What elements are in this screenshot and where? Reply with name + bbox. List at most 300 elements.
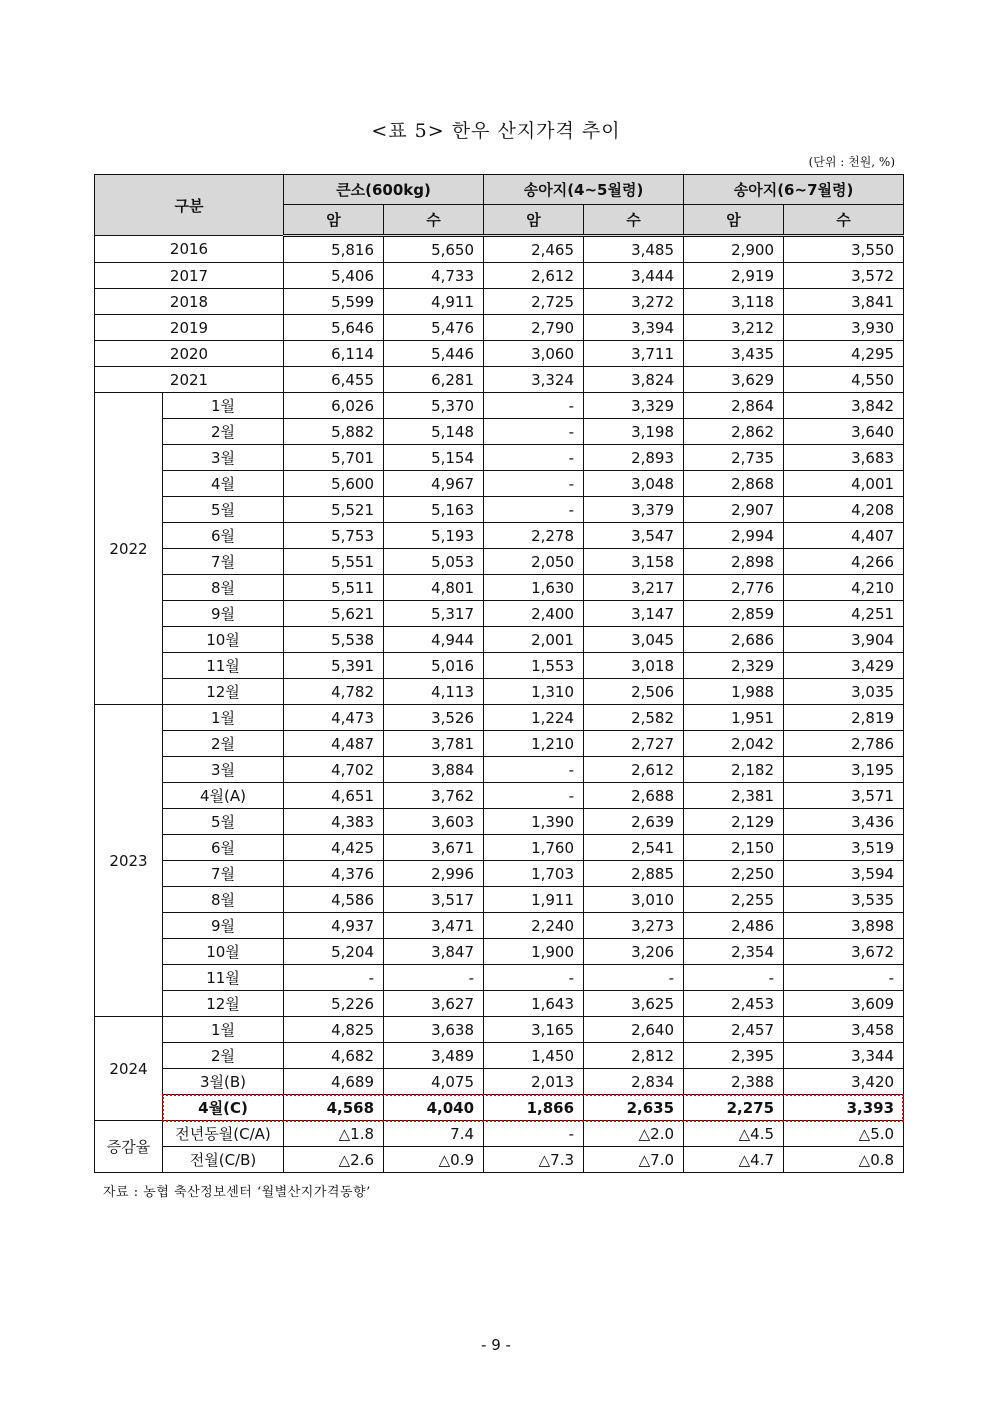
- table-row: [95, 861, 904, 887]
- cell-value: 2,275: [684, 1095, 784, 1121]
- table-row: [95, 913, 904, 939]
- cell-value: 3,519: [784, 835, 904, 861]
- cell-value: 3,841: [784, 289, 904, 315]
- cell-value: 3,609: [784, 991, 904, 1017]
- cell-value: 2,812: [584, 1043, 684, 1069]
- cell-value: 3,526: [384, 705, 484, 731]
- row-label: 2021: [95, 367, 284, 393]
- row-label: 2017: [95, 263, 284, 289]
- month-label: 11월: [163, 653, 284, 679]
- cell-value: 3,217: [584, 575, 684, 601]
- cell-value: 4,689: [284, 1069, 384, 1095]
- source-note: 자료 : 농협 축산정보센터 ‘월별산지가격동향’: [103, 1185, 371, 1200]
- row-label: 2016: [95, 236, 284, 263]
- cell-value: 3,638: [384, 1017, 484, 1043]
- month-label: 7월: [163, 861, 284, 887]
- cell-value: 1,760: [484, 835, 584, 861]
- cell-value: 4,295: [784, 341, 904, 367]
- cell-value: 4,825: [284, 1017, 384, 1043]
- cell-value: △4.7: [684, 1147, 784, 1173]
- cell-value: 6,114: [284, 341, 384, 367]
- cell-value: 3,206: [584, 939, 684, 965]
- cell-value: 3,683: [784, 445, 904, 471]
- month-label: 6월: [163, 523, 284, 549]
- month-label: 4월(C): [163, 1095, 284, 1121]
- cell-value: 5,511: [284, 575, 384, 601]
- cell-value: 7.4: [384, 1121, 484, 1147]
- cell-value: 3,824: [584, 367, 684, 393]
- cell-value: 3,435: [684, 341, 784, 367]
- table-row: [95, 419, 904, 445]
- page-number: - 9 -: [481, 1336, 511, 1354]
- cell-value: 5,882: [284, 419, 384, 445]
- table-row: [95, 289, 904, 315]
- cell-value: △5.0: [784, 1121, 904, 1147]
- cell-value: 2,900: [684, 236, 784, 263]
- cell-value: 3,165: [484, 1017, 584, 1043]
- cell-value: 2,893: [584, 445, 684, 471]
- row-label: 2019: [95, 315, 284, 341]
- cell-value: 3,489: [384, 1043, 484, 1069]
- cell-value: 3,471: [384, 913, 484, 939]
- cell-value: 2,919: [684, 263, 784, 289]
- cell-value: 4,407: [784, 523, 904, 549]
- cell-value: 3,884: [384, 757, 484, 783]
- cell-value: 3,930: [784, 315, 904, 341]
- cell-value: △1.8: [284, 1121, 384, 1147]
- cell-value: 2,635: [584, 1095, 684, 1121]
- header-sub-male: 수: [784, 205, 904, 236]
- cell-value: 4,967: [384, 471, 484, 497]
- table-row: [95, 315, 904, 341]
- cell-value: 5,204: [284, 939, 384, 965]
- cell-value: -: [484, 471, 584, 497]
- table-row: [95, 341, 904, 367]
- cell-value: 3,572: [784, 263, 904, 289]
- cell-value: 2,735: [684, 445, 784, 471]
- table-row: [95, 835, 904, 861]
- cell-value: 3,018: [584, 653, 684, 679]
- cell-value: 4,682: [284, 1043, 384, 1069]
- cell-value: 5,521: [284, 497, 384, 523]
- cell-value: 5,163: [384, 497, 484, 523]
- cell-value: 3,904: [784, 627, 904, 653]
- month-label: 10월: [163, 627, 284, 653]
- cell-value: 2,354: [684, 939, 784, 965]
- cell-value: 3,273: [584, 913, 684, 939]
- header-col-calf-6-7: 송아지(6~7월령): [684, 175, 904, 205]
- cell-value: △0.9: [384, 1147, 484, 1173]
- cell-value: 3,594: [784, 861, 904, 887]
- cell-value: 2,725: [484, 289, 584, 315]
- table-row: [95, 575, 904, 601]
- table-row: [95, 887, 904, 913]
- cell-value: -: [684, 965, 784, 991]
- unit-note: (단위 : 천원, %): [808, 155, 895, 169]
- cell-value: 5,193: [384, 523, 484, 549]
- cell-value: 2,834: [584, 1069, 684, 1095]
- table-row: [95, 627, 904, 653]
- cell-value: -: [484, 393, 584, 419]
- cell-value: -: [484, 757, 584, 783]
- cell-value: -: [784, 965, 904, 991]
- cell-value: 3,485: [584, 236, 684, 263]
- cell-value: 1,553: [484, 653, 584, 679]
- cell-value: 2,612: [584, 757, 684, 783]
- cell-value: 2,329: [684, 653, 784, 679]
- table-title: <표 5> 한우 산지가격 추이: [371, 120, 621, 142]
- cell-value: 3,436: [784, 809, 904, 835]
- table-row: [95, 1069, 904, 1095]
- table-row: [95, 705, 904, 731]
- cell-value: 4,911: [384, 289, 484, 315]
- cell-value: 2,898: [684, 549, 784, 575]
- cell-value: 4,568: [284, 1095, 384, 1121]
- table-row: [95, 367, 904, 393]
- cell-value: 3,060: [484, 341, 584, 367]
- cell-value: 1,911: [484, 887, 584, 913]
- cell-value: 6,281: [384, 367, 484, 393]
- change-row-label: 전월(C/B): [163, 1147, 284, 1173]
- cell-value: 2,001: [484, 627, 584, 653]
- cell-value: 4,001: [784, 471, 904, 497]
- cell-value: 2,506: [584, 679, 684, 705]
- cell-value: 2,727: [584, 731, 684, 757]
- cell-value: 3,898: [784, 913, 904, 939]
- cell-value: 2,250: [684, 861, 784, 887]
- cell-value: 2,465: [484, 236, 584, 263]
- month-label: 10월: [163, 939, 284, 965]
- cell-value: 5,317: [384, 601, 484, 627]
- cell-value: 5,816: [284, 236, 384, 263]
- cell-value: △2.0: [584, 1121, 684, 1147]
- cell-value: 5,753: [284, 523, 384, 549]
- cell-value: 1,310: [484, 679, 584, 705]
- cell-value: 2,907: [684, 497, 784, 523]
- cell-value: 3,550: [784, 236, 904, 263]
- table-row: [95, 1017, 904, 1043]
- header-sub-male: 수: [584, 205, 684, 236]
- cell-value: △0.8: [784, 1147, 904, 1173]
- cell-value: 1,390: [484, 809, 584, 835]
- month-label: 5월: [163, 809, 284, 835]
- cell-value: 5,650: [384, 236, 484, 263]
- cell-value: △7.0: [584, 1147, 684, 1173]
- table-row: [95, 1095, 904, 1121]
- cell-value: -: [284, 965, 384, 991]
- cell-value: 3,547: [584, 523, 684, 549]
- cell-value: 1,224: [484, 705, 584, 731]
- cell-value: 2,819: [784, 705, 904, 731]
- cell-value: 2,639: [584, 809, 684, 835]
- cell-value: 3,393: [784, 1095, 904, 1121]
- cell-value: 1,643: [484, 991, 584, 1017]
- year-label: 2022: [95, 393, 163, 705]
- cell-value: 3,429: [784, 653, 904, 679]
- cell-value: 2,994: [684, 523, 784, 549]
- cell-value: 4,487: [284, 731, 384, 757]
- table-row: [95, 1121, 904, 1147]
- cell-value: 3,535: [784, 887, 904, 913]
- cell-value: -: [584, 965, 684, 991]
- table-row: [95, 939, 904, 965]
- cell-value: 3,672: [784, 939, 904, 965]
- cell-value: 1,703: [484, 861, 584, 887]
- cell-value: 6,455: [284, 367, 384, 393]
- cell-value: 3,158: [584, 549, 684, 575]
- cell-value: 2,255: [684, 887, 784, 913]
- cell-value: 2,240: [484, 913, 584, 939]
- cell-value: -: [384, 965, 484, 991]
- cell-value: 2,541: [584, 835, 684, 861]
- cell-value: 5,446: [384, 341, 484, 367]
- cell-value: 2,688: [584, 783, 684, 809]
- cell-value: 4,550: [784, 367, 904, 393]
- table-row: [95, 236, 904, 263]
- month-label: 2월: [163, 1043, 284, 1069]
- cell-value: 5,701: [284, 445, 384, 471]
- cell-value: 4,586: [284, 887, 384, 913]
- cell-value: 2,640: [584, 1017, 684, 1043]
- table-row: [95, 783, 904, 809]
- cell-value: 2,129: [684, 809, 784, 835]
- cell-value: 3,444: [584, 263, 684, 289]
- cell-value: 3,394: [584, 315, 684, 341]
- cell-value: 2,042: [684, 731, 784, 757]
- cell-value: 2,859: [684, 601, 784, 627]
- month-label: 1월: [163, 393, 284, 419]
- cell-value: 3,010: [584, 887, 684, 913]
- table-body: [95, 236, 904, 1173]
- cell-value: 2,182: [684, 757, 784, 783]
- cell-value: 5,154: [384, 445, 484, 471]
- table-row: [95, 731, 904, 757]
- cell-value: 3,272: [584, 289, 684, 315]
- cell-value: 4,040: [384, 1095, 484, 1121]
- month-label: 9월: [163, 913, 284, 939]
- cell-value: 5,406: [284, 263, 384, 289]
- cell-value: -: [484, 497, 584, 523]
- table-row: [95, 1043, 904, 1069]
- cell-value: 5,600: [284, 471, 384, 497]
- month-label: 9월: [163, 601, 284, 627]
- cell-value: 5,599: [284, 289, 384, 315]
- cell-value: -: [484, 445, 584, 471]
- change-row-label: 전년동월(C/A): [163, 1121, 284, 1147]
- table-row: [95, 523, 904, 549]
- table-row: [95, 601, 904, 627]
- cell-value: 4,425: [284, 835, 384, 861]
- cell-value: 5,053: [384, 549, 484, 575]
- cell-value: 3,640: [784, 419, 904, 445]
- cell-value: 2,790: [484, 315, 584, 341]
- table-row: [95, 679, 904, 705]
- month-label: 8월: [163, 887, 284, 913]
- cell-value: 3,781: [384, 731, 484, 757]
- cell-value: △7.3: [484, 1147, 584, 1173]
- cell-value: 2,381: [684, 783, 784, 809]
- month-label: 3월: [163, 445, 284, 471]
- cell-value: 2,686: [684, 627, 784, 653]
- table-row: [95, 445, 904, 471]
- cell-value: 3,379: [584, 497, 684, 523]
- month-label: 4월(A): [163, 783, 284, 809]
- cell-value: 2,400: [484, 601, 584, 627]
- cell-value: 2,582: [584, 705, 684, 731]
- month-label: 3월(B): [163, 1069, 284, 1095]
- cell-value: 1,900: [484, 939, 584, 965]
- cell-value: 2,862: [684, 419, 784, 445]
- cell-value: 4,944: [384, 627, 484, 653]
- cell-value: 2,013: [484, 1069, 584, 1095]
- row-label: 2020: [95, 341, 284, 367]
- year-label: 2024: [95, 1017, 163, 1121]
- cell-value: 2,776: [684, 575, 784, 601]
- table-row: [95, 497, 904, 523]
- cell-value: 2,278: [484, 523, 584, 549]
- cell-value: 4,937: [284, 913, 384, 939]
- month-label: 7월: [163, 549, 284, 575]
- cell-value: 4,733: [384, 263, 484, 289]
- table-row: [95, 471, 904, 497]
- month-label: 2월: [163, 419, 284, 445]
- cell-value: 2,612: [484, 263, 584, 289]
- month-label: 12월: [163, 991, 284, 1017]
- cell-value: 3,198: [584, 419, 684, 445]
- cell-value: 3,195: [784, 757, 904, 783]
- cell-value: 2,050: [484, 549, 584, 575]
- cell-value: 3,625: [584, 991, 684, 1017]
- header-group-label: 구분: [95, 175, 284, 236]
- cell-value: 5,391: [284, 653, 384, 679]
- cell-value: 5,226: [284, 991, 384, 1017]
- cell-value: 5,370: [384, 393, 484, 419]
- table-row: [95, 653, 904, 679]
- cell-value: 3,762: [384, 783, 484, 809]
- cell-value: 4,782: [284, 679, 384, 705]
- cell-value: 3,324: [484, 367, 584, 393]
- month-label: 6월: [163, 835, 284, 861]
- cell-value: 2,786: [784, 731, 904, 757]
- cell-value: 3,035: [784, 679, 904, 705]
- cell-value: 5,016: [384, 653, 484, 679]
- cell-value: 1,866: [484, 1095, 584, 1121]
- cell-value: 2,486: [684, 913, 784, 939]
- table-row: [95, 809, 904, 835]
- cell-value: 4,651: [284, 783, 384, 809]
- cell-value: -: [484, 419, 584, 445]
- cell-value: -: [484, 1121, 584, 1147]
- cell-value: 5,646: [284, 315, 384, 341]
- header-sub-female: 암: [684, 205, 784, 236]
- cell-value: 3,458: [784, 1017, 904, 1043]
- cell-value: 1,450: [484, 1043, 584, 1069]
- month-label: 12월: [163, 679, 284, 705]
- cell-value: 2,457: [684, 1017, 784, 1043]
- month-label: 4월: [163, 471, 284, 497]
- cell-value: 4,383: [284, 809, 384, 835]
- cell-value: 3,048: [584, 471, 684, 497]
- cell-value: 3,627: [384, 991, 484, 1017]
- row-label: 2018: [95, 289, 284, 315]
- cell-value: 4,801: [384, 575, 484, 601]
- cell-value: 3,629: [684, 367, 784, 393]
- cell-value: 2,150: [684, 835, 784, 861]
- price-table: [94, 174, 904, 1173]
- header-col-calf-4-5: 송아지(4~5월령): [484, 175, 684, 205]
- cell-value: 1,988: [684, 679, 784, 705]
- cell-value: 2,864: [684, 393, 784, 419]
- table-row: [95, 549, 904, 575]
- cell-value: 3,711: [584, 341, 684, 367]
- table-row: [95, 263, 904, 289]
- month-label: 3월: [163, 757, 284, 783]
- table-row: [95, 1147, 904, 1173]
- cell-value: 3,329: [584, 393, 684, 419]
- header-sub-female: 암: [484, 205, 584, 236]
- month-label: 8월: [163, 575, 284, 601]
- cell-value: 3,603: [384, 809, 484, 835]
- month-label: 11월: [163, 965, 284, 991]
- cell-value: 2,868: [684, 471, 784, 497]
- cell-value: 4,702: [284, 757, 384, 783]
- cell-value: 3,847: [384, 939, 484, 965]
- cell-value: 3,344: [784, 1043, 904, 1069]
- cell-value: 4,208: [784, 497, 904, 523]
- cell-value: 3,671: [384, 835, 484, 861]
- table-row: [95, 393, 904, 419]
- cell-value: 4,210: [784, 575, 904, 601]
- cell-value: 3,147: [584, 601, 684, 627]
- cell-value: 4,473: [284, 705, 384, 731]
- cell-value: 3,045: [584, 627, 684, 653]
- header-sub-male: 수: [384, 205, 484, 236]
- cell-value: 4,376: [284, 861, 384, 887]
- cell-value: 5,551: [284, 549, 384, 575]
- cell-value: 1,951: [684, 705, 784, 731]
- change-rate-label: 증감율: [95, 1121, 163, 1173]
- cell-value: 2,453: [684, 991, 784, 1017]
- cell-value: △4.5: [684, 1121, 784, 1147]
- cell-value: 3,420: [784, 1069, 904, 1095]
- cell-value: 2,395: [684, 1043, 784, 1069]
- cell-value: 6,026: [284, 393, 384, 419]
- month-label: 5월: [163, 497, 284, 523]
- month-label: 1월: [163, 705, 284, 731]
- cell-value: 2,996: [384, 861, 484, 887]
- cell-value: 1,630: [484, 575, 584, 601]
- cell-value: 4,251: [784, 601, 904, 627]
- cell-value: △2.6: [284, 1147, 384, 1173]
- header-col-big-cattle: 큰소(600kg): [284, 175, 484, 205]
- cell-value: 2,388: [684, 1069, 784, 1095]
- cell-value: 5,148: [384, 419, 484, 445]
- cell-value: 5,621: [284, 601, 384, 627]
- cell-value: 5,476: [384, 315, 484, 341]
- cell-value: 2,885: [584, 861, 684, 887]
- year-label: 2023: [95, 705, 163, 1017]
- cell-value: 4,075: [384, 1069, 484, 1095]
- month-label: 1월: [163, 1017, 284, 1043]
- cell-value: 4,113: [384, 679, 484, 705]
- cell-value: 1,210: [484, 731, 584, 757]
- cell-value: 3,212: [684, 315, 784, 341]
- header-sub-female: 암: [284, 205, 384, 236]
- cell-value: 3,517: [384, 887, 484, 913]
- cell-value: 5,538: [284, 627, 384, 653]
- table-row: [95, 991, 904, 1017]
- cell-value: 4,266: [784, 549, 904, 575]
